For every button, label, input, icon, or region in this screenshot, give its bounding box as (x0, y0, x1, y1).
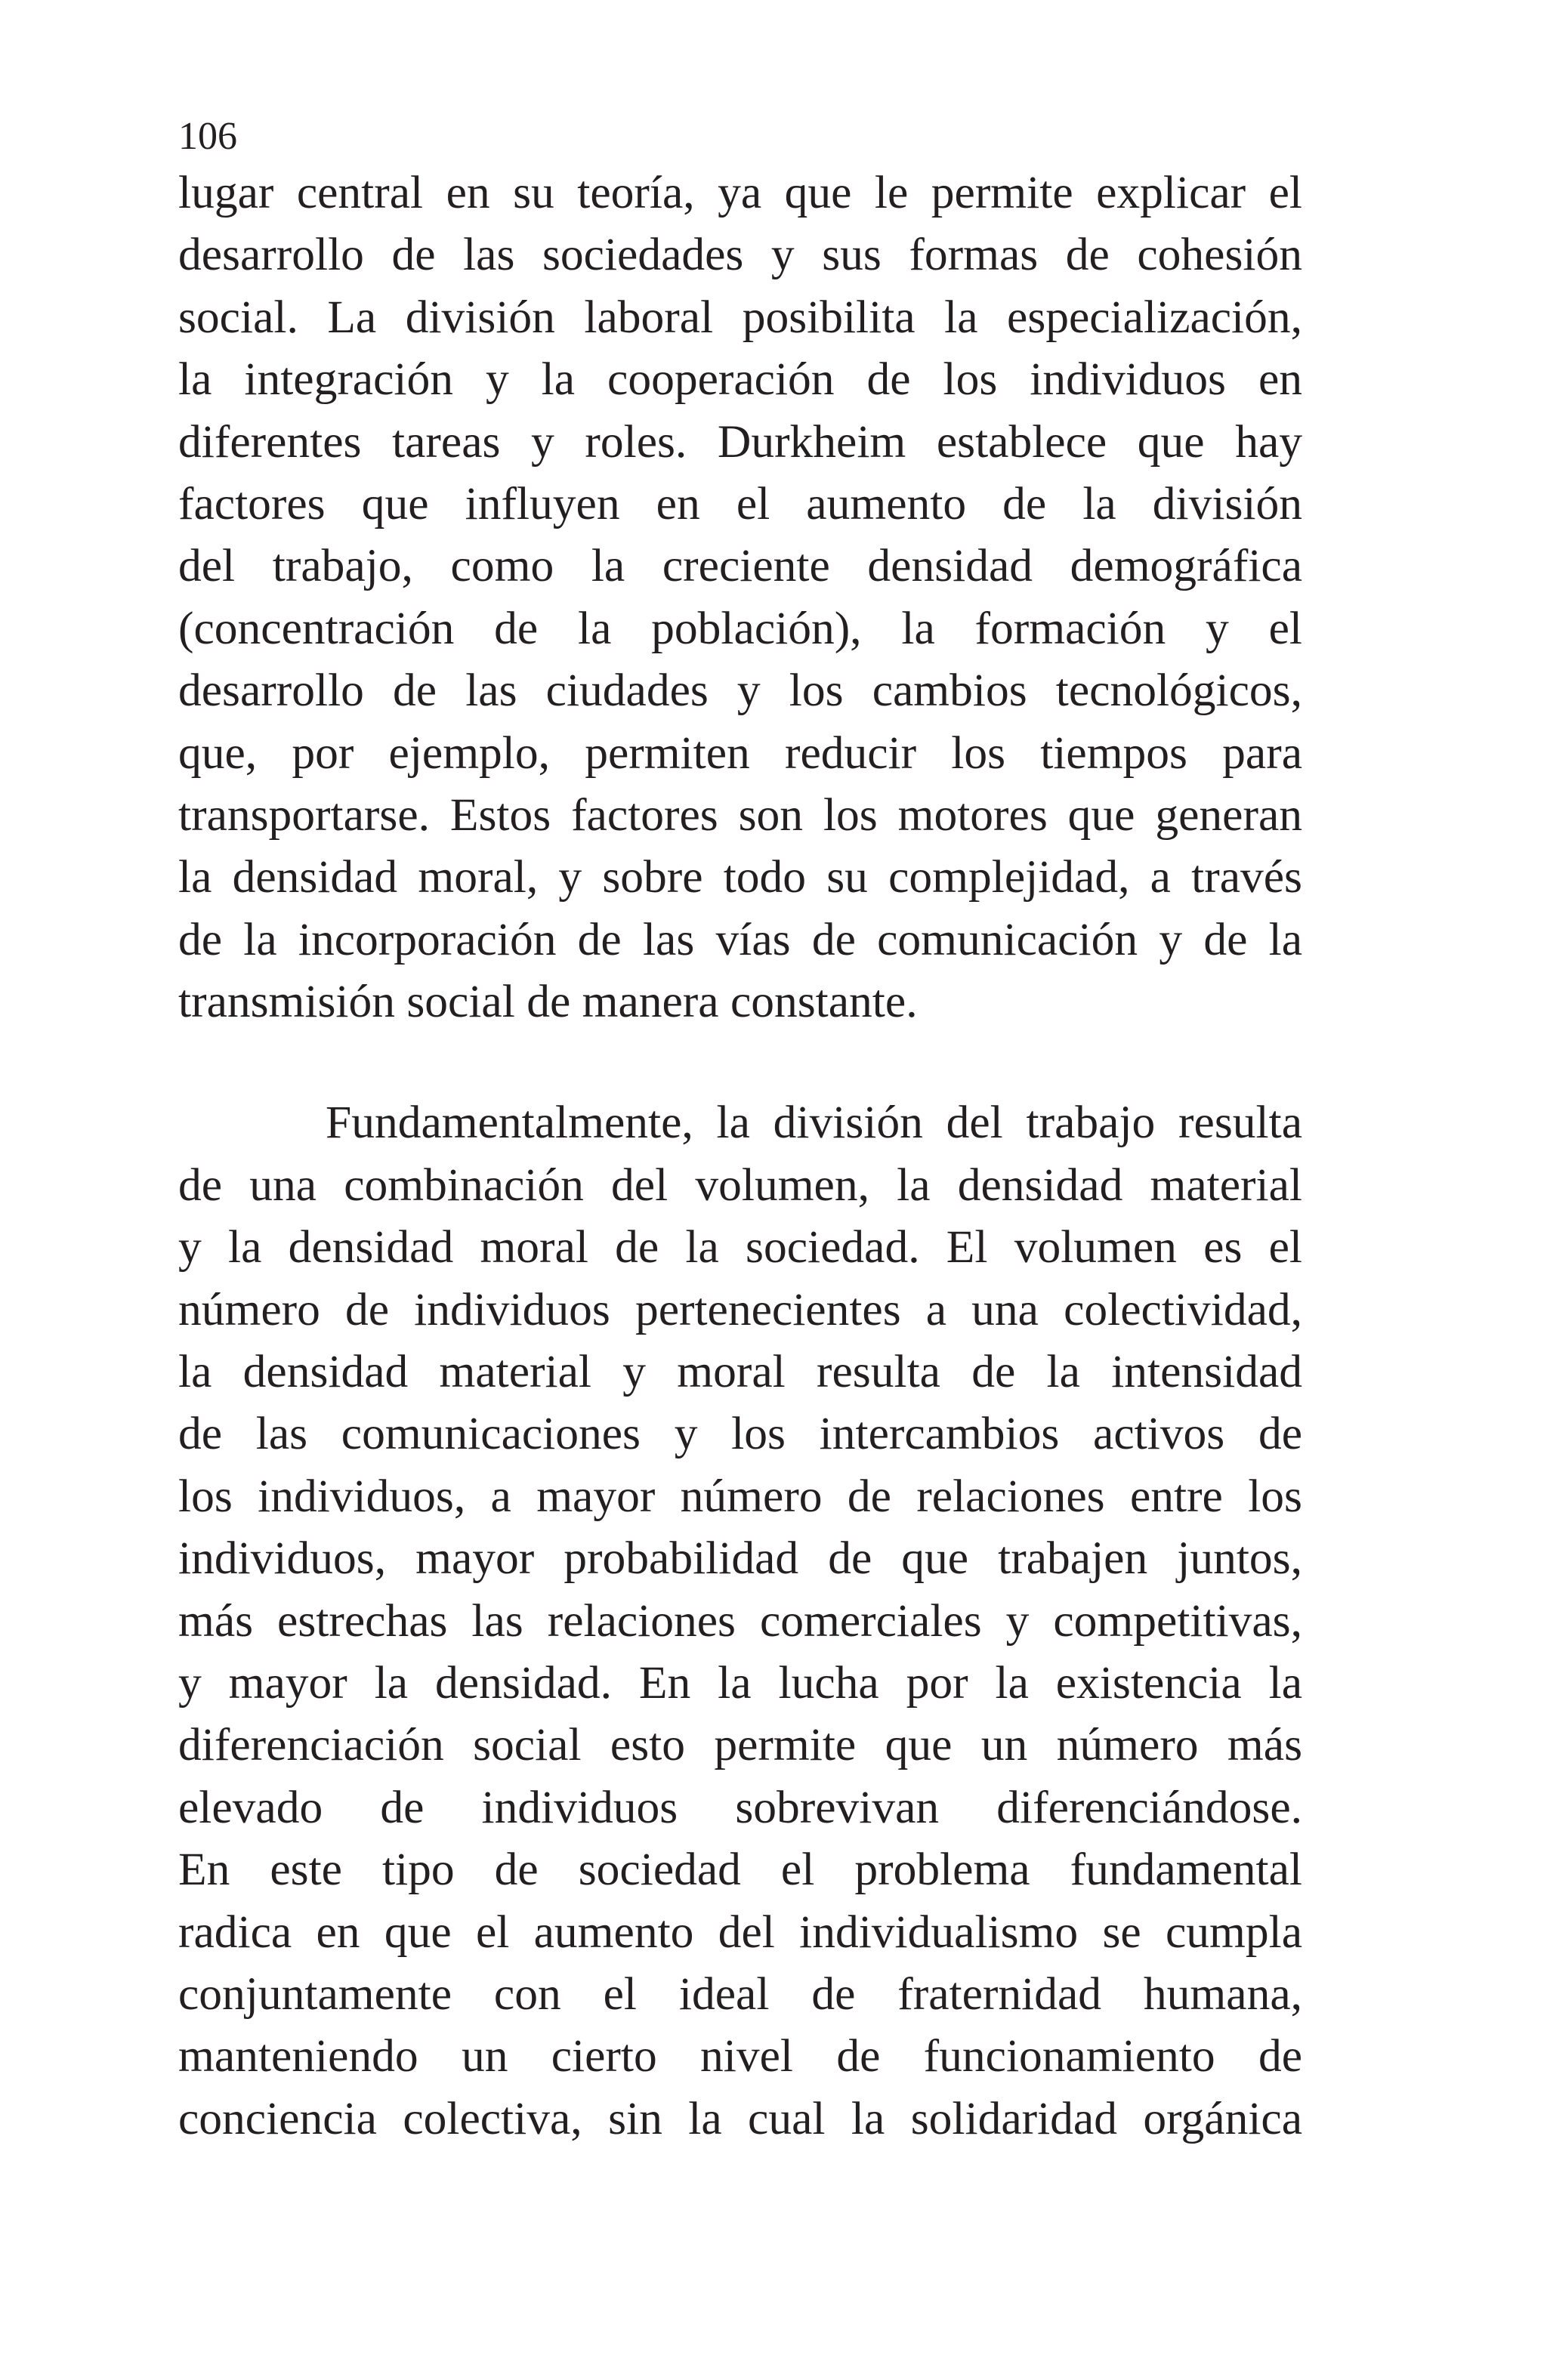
text-line: elevado de individuos sobrevivan diferenciándose. (178, 1781, 1302, 1833)
text-line: los individuos, a mayor número de relaciones entre los (178, 1470, 1302, 1522)
text-line: lugar central en su teoría, ya que le permite explicar el (178, 167, 1302, 218)
text-line: transmisión social de manera constante. (178, 976, 918, 1028)
text-line: de la incorporación de las vías de comunicación y de la (178, 913, 1302, 965)
text-line: conciencia colectiva, sin la cual la solidaridad orgánica (178, 2092, 1302, 2144)
text-line: diferenciación social esto permite que un número más (178, 1719, 1302, 1771)
text-line: individuos, mayor probabilidad de que trabajen juntos, (178, 1533, 1302, 1585)
text-line: desarrollo de las ciudades y los cambios tecnológicos, (178, 665, 1302, 717)
text-line: la densidad moral, y sobre todo su complejidad, a través (178, 851, 1302, 903)
text-line: En este tipo de sociedad el problema fundamental (178, 1844, 1302, 1896)
text-line: de las comunicaciones y los intercambios activos de (178, 1408, 1302, 1460)
text-line: la densidad material y moral resulta de la intensidad (178, 1346, 1302, 1398)
text-line: Fundamentalmente, la división del trabajo resulta (326, 1097, 1302, 1149)
text-line: del trabajo, como la creciente densidad demográfica (178, 540, 1302, 592)
page-number: 106 (178, 115, 237, 158)
text-line: factores que influyen en el aumento de la división (178, 477, 1302, 529)
text-line: la integración y la cooperación de los individuos en (178, 353, 1302, 406)
text-line: y la densidad moral de la sociedad. El volumen es el (178, 1221, 1302, 1273)
paragraph-spacer (178, 1033, 1302, 1091)
text-line: más estrechas las relaciones comerciales y competitivas, (178, 1594, 1302, 1647)
text-line: desarrollo de las sociedades y sus formas de cohesión (178, 229, 1302, 281)
text-line: manteniendo un cierto nivel de funcionamiento de (178, 2030, 1302, 2082)
body-text (178, 162, 1302, 2150)
text-line: diferentes tareas y roles. Durkheim establece que hay (178, 415, 1302, 468)
text-line: radica en que el aumento del individualismo se cumpla (178, 1906, 1302, 1958)
paragraph-1 (178, 162, 1302, 1033)
text-line: (concentración de la población), la formación y el (178, 602, 1302, 654)
text-line: transportarse. Estos factores son los motores que generan (178, 789, 1302, 841)
text-line: número de individuos pertenecientes a una colectividad, (178, 1283, 1302, 1335)
text-line: conjuntamente con el ideal de fraternidad humana, (178, 1968, 1302, 2020)
text-line: de una combinación del volumen, la densidad material (178, 1159, 1302, 1211)
text-line: y mayor la densidad. En la lucha por la existencia la (178, 1656, 1302, 1709)
text-line: social. La división laboral posibilita la especialización, (178, 291, 1302, 343)
paragraph-2 (178, 1091, 1302, 2150)
text-line: que, por ejemplo, permiten reducir los tiempos para (178, 727, 1302, 779)
